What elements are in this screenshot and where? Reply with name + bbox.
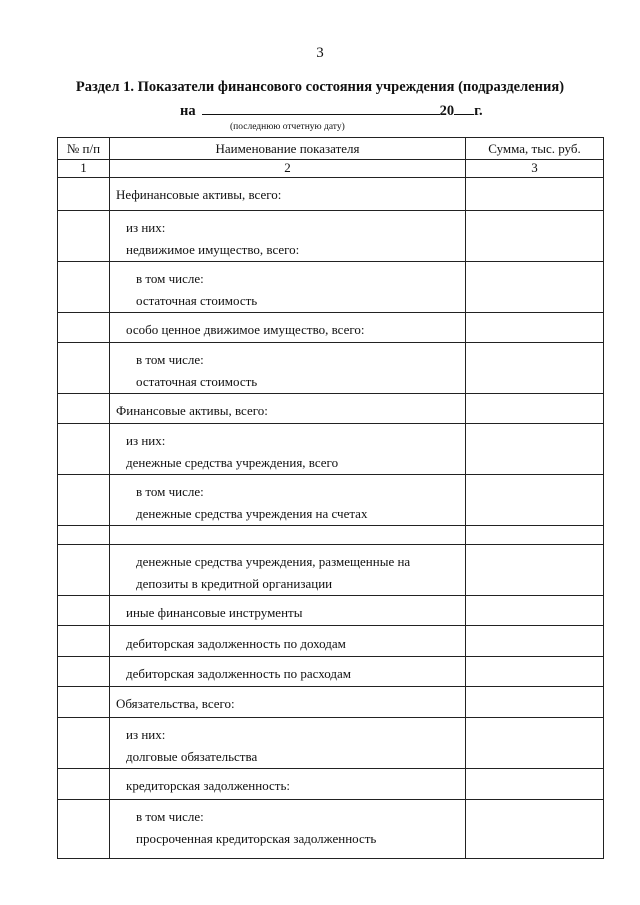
indicators-table <box>57 137 604 859</box>
row-number-cell <box>58 800 110 859</box>
row-number-cell <box>58 718 110 769</box>
header-sum: Сумма, тыс. руб. <box>466 138 604 160</box>
row-number-cell <box>58 475 110 526</box>
indicator-name-cell <box>110 475 466 526</box>
row-number-cell <box>58 313 110 343</box>
sum-cell <box>466 526 604 545</box>
table-row <box>58 394 604 424</box>
indicator-name-line: иные финансовые инструменты <box>126 605 303 620</box>
row-number-cell <box>58 769 110 800</box>
indicator-name-cell <box>110 262 466 313</box>
indicator-name-cell <box>110 657 466 687</box>
indicator-name-line: денежные средства учреждения на счетах <box>136 506 368 521</box>
row-number-cell <box>58 687 110 718</box>
row-number-cell <box>58 178 110 211</box>
table-row <box>58 769 604 800</box>
indicator-name-line: Финансовые активы, всего: <box>116 403 268 418</box>
indicator-name-line: депозиты в кредитной организации <box>136 576 333 591</box>
row-number-cell <box>58 211 110 262</box>
indicator-name-line: кредиторская задолженность: <box>126 778 291 793</box>
row-number-cell <box>58 526 110 545</box>
sum-cell <box>466 718 604 769</box>
table-row <box>58 343 604 394</box>
table-row <box>58 545 604 596</box>
row-number-cell <box>58 545 110 596</box>
year-prefix: 20 <box>439 103 455 119</box>
indicator-name-line: денежные средства учреждения, всего <box>126 455 339 470</box>
table-row <box>58 475 604 526</box>
header-number: № п/п <box>58 138 110 160</box>
sum-cell <box>466 313 604 343</box>
indicator-name-cell <box>110 687 466 718</box>
row-number-cell <box>58 596 110 626</box>
date-blank-field <box>202 101 440 115</box>
sum-cell <box>466 343 604 394</box>
indicator-name-line: остаточная стоимость <box>136 293 258 308</box>
indicator-name-line: в том числе: <box>136 809 204 824</box>
sum-cell <box>466 626 604 657</box>
indicator-name-line: из них: <box>126 727 166 742</box>
table-row <box>58 424 604 475</box>
sum-cell <box>466 596 604 626</box>
sum-cell <box>466 178 604 211</box>
table-row <box>58 211 604 262</box>
sum-cell <box>466 769 604 800</box>
indicator-name-line: дебиторская задолженность по доходам <box>126 636 346 651</box>
indicator-name-cell <box>110 178 466 211</box>
indicator-name-line: из них: <box>126 220 166 235</box>
row-number-cell <box>58 343 110 394</box>
sum-cell <box>466 687 604 718</box>
indicator-name-cell <box>110 800 466 859</box>
sum-cell <box>466 800 604 859</box>
row-number-cell <box>58 424 110 475</box>
indicator-name-cell <box>110 526 466 545</box>
indicator-name-cell <box>110 343 466 394</box>
indicator-name-line: в том числе: <box>136 352 204 367</box>
sum-cell <box>466 394 604 424</box>
table-row <box>58 596 604 626</box>
row-number-cell <box>58 657 110 687</box>
indicator-name-line: недвижимое имущество, всего: <box>126 242 300 257</box>
indicator-name-line: Обязательства, всего: <box>116 696 235 711</box>
indicator-name-cell <box>110 313 466 343</box>
date-prefix: на <box>180 103 196 119</box>
indicator-name-line: денежные средства учреждения, размещенные на <box>136 554 411 569</box>
column-number-row <box>58 160 604 178</box>
header-indicator-name: Наименование показателя <box>110 138 466 160</box>
table-row <box>58 687 604 718</box>
column-number-2: 2 <box>110 160 466 178</box>
indicator-name-cell <box>110 769 466 800</box>
row-number-cell <box>58 394 110 424</box>
date-caption: (последнюю отчетную дату) <box>230 122 345 132</box>
sum-cell <box>466 262 604 313</box>
table-row <box>58 526 604 545</box>
indicator-name-line: в том числе: <box>136 271 204 286</box>
row-number-cell <box>58 626 110 657</box>
sum-cell <box>466 545 604 596</box>
date-line <box>180 101 483 120</box>
sum-cell <box>466 424 604 475</box>
indicator-name-line: из них: <box>126 433 166 448</box>
page-number: 3 <box>316 45 324 61</box>
sum-cell <box>466 657 604 687</box>
table-row <box>58 313 604 343</box>
indicator-name-line: просроченная кредиторская задолженность <box>136 831 377 846</box>
indicator-name-line: Нефинансовые активы, всего: <box>116 187 282 202</box>
year-blank-field <box>454 101 474 115</box>
indicator-name-cell <box>110 596 466 626</box>
table-row <box>58 800 604 859</box>
section-title: Раздел 1. Показатели финансового состояния учреждения (подразделения) <box>75 79 565 95</box>
year-suffix: г. <box>474 103 483 119</box>
table-row <box>58 178 604 211</box>
row-number-cell <box>58 262 110 313</box>
column-number-1: 1 <box>58 160 110 178</box>
sum-cell <box>466 211 604 262</box>
indicator-name-line: остаточная стоимость <box>136 374 258 389</box>
table-row <box>58 626 604 657</box>
table-row <box>58 262 604 313</box>
indicator-name-cell <box>110 718 466 769</box>
table-row <box>58 657 604 687</box>
sum-cell <box>466 475 604 526</box>
indicator-name-cell <box>110 211 466 262</box>
indicator-name-line: особо ценное движимое имущество, всего: <box>126 322 365 337</box>
indicator-name-line: в том числе: <box>136 484 204 499</box>
table-row <box>58 718 604 769</box>
indicator-name-line: дебиторская задолженность по расходам <box>126 666 351 681</box>
indicator-name-cell <box>110 394 466 424</box>
indicator-name-cell <box>110 545 466 596</box>
indicator-name-line: долговые обязательства <box>126 749 258 764</box>
column-number-3: 3 <box>466 160 604 178</box>
indicator-name-cell <box>110 424 466 475</box>
indicator-name-cell <box>110 626 466 657</box>
table-header-row <box>58 138 604 160</box>
